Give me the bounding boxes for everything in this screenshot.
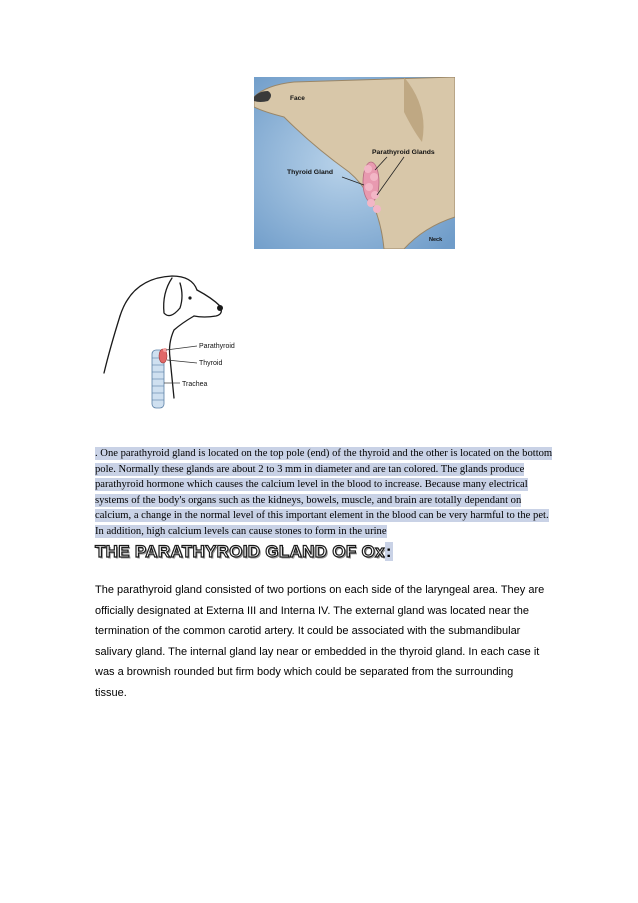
heading-colon: : xyxy=(385,542,392,561)
label-face: Face xyxy=(290,95,305,102)
label-neck: Neck xyxy=(429,237,443,243)
highlighted-text: . One parathyroid gland is located on the top pole (end) of the thyroid and the other is located on the bottom pole. Normally these glands are about 2 to 3 mm in diameter and are tan colored. The glands produce parathyroid hormone which causes the calcium level in the blood to increase. Because many electrical systems of the body's organs such as the kidneys, bowels, muscle, and brain are totally dependant on calcium, a change in the normal level of this important element in the blood can be very harmful to the pet. In addition, high calcium levels can cause stones to form in the urine xyxy=(95,448,553,537)
dog-line-drawing-diagram xyxy=(92,268,272,413)
highlighted-paragraph xyxy=(95,446,553,539)
dog-neck-parathyroid-illustration xyxy=(254,77,455,249)
section-heading xyxy=(95,542,393,562)
body-paragraph: The parathyroid gland consisted of two portions on each side of the laryngeal area. They are officially designated at Externa III and Interna IV. The external gland was located near the termination of the common carotid artery. It could be associated with the submandibular salivary gland. The internal gland lay near or embedded in the thyroid gland. In each case it was a brownish rounded but firm body which could be separated from the surrounding tissue. xyxy=(95,584,545,699)
label-parathyroid-glands: Parathyroid Glands xyxy=(372,149,435,156)
label-thyroid: Thyroid xyxy=(199,360,223,367)
heading-text: THE PARATHYROID GLAND OF Ox xyxy=(95,542,385,561)
label-parathyroid: Parathyroid xyxy=(199,343,235,350)
label-thyroid-gland: Thyroid Gland xyxy=(287,169,334,176)
label-trachea: Trachea xyxy=(182,381,208,388)
